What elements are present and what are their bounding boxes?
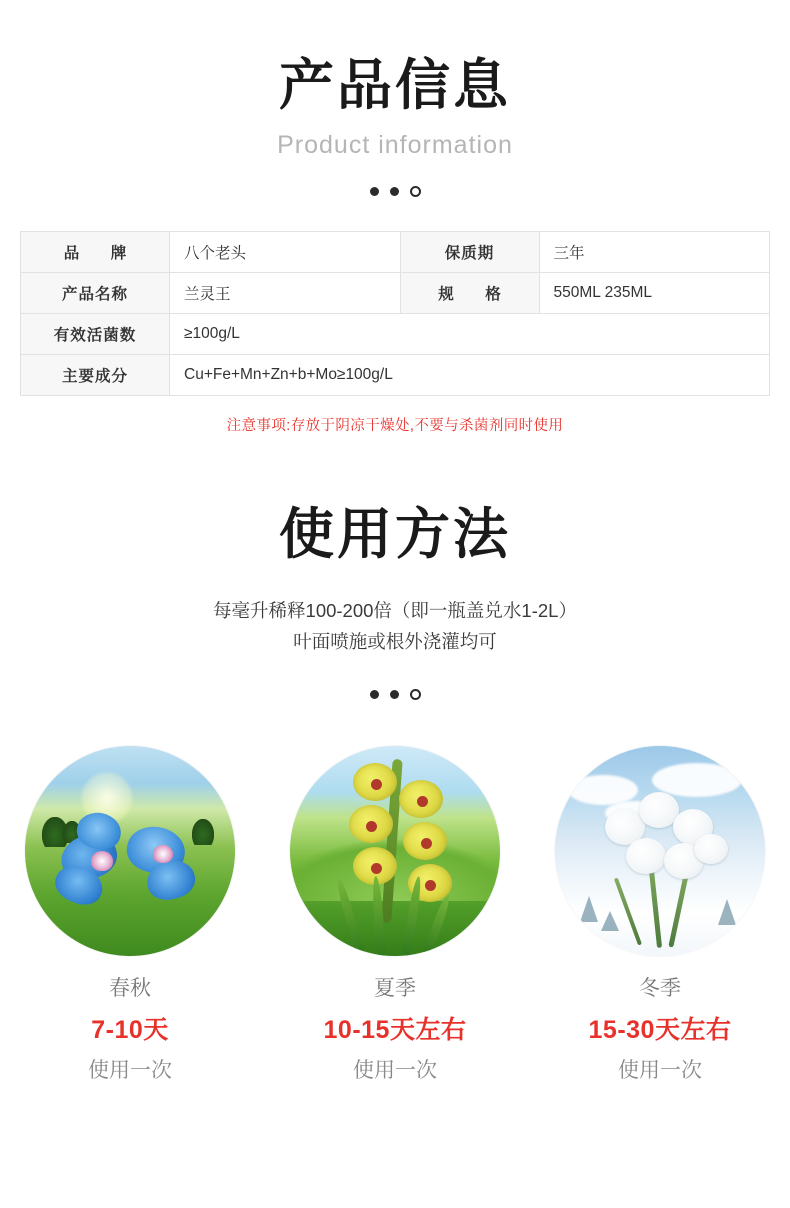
season-frequency: 使用一次 bbox=[618, 1059, 702, 1083]
season-name: 春秋 bbox=[109, 977, 151, 1001]
dots-divider-top bbox=[0, 186, 790, 197]
cell-label-product-name: 产品名称 bbox=[21, 273, 170, 314]
cell-value-spec: 550ML 235ML bbox=[539, 273, 770, 314]
season-frequency: 使用一次 bbox=[353, 1059, 437, 1083]
dots-divider-bottom bbox=[0, 689, 790, 700]
dot-icon bbox=[370, 690, 379, 699]
dot-hollow-icon bbox=[410, 186, 421, 197]
table-row bbox=[21, 273, 770, 314]
dot-icon bbox=[390, 187, 399, 196]
cell-label-live-bacteria: 有效活菌数 bbox=[21, 314, 170, 355]
season-interval: 7-10天 bbox=[91, 1016, 169, 1045]
dot-icon bbox=[370, 187, 379, 196]
usage-line-2: 叶面喷施或根外浇灌均可 bbox=[293, 630, 497, 652]
cell-label-spec: 规 格 bbox=[400, 273, 539, 314]
product-information-section bbox=[0, 0, 790, 435]
usage-instructions bbox=[0, 596, 790, 657]
season-card-summer bbox=[278, 746, 513, 1084]
season-interval: 10-15天左右 bbox=[323, 1016, 467, 1045]
season-name: 夏季 bbox=[374, 977, 416, 1001]
cell-value-product-name: 兰灵王 bbox=[170, 273, 401, 314]
cell-label-brand: 品 牌 bbox=[21, 232, 170, 273]
cell-label-shelf-life: 保质期 bbox=[400, 232, 539, 273]
table-row bbox=[21, 232, 770, 273]
cell-label-main-ingredients: 主要成分 bbox=[21, 355, 170, 396]
cell-value-main-ingredients: Cu+Fe+Mn+Zn+b+Mo≥100g/L bbox=[170, 355, 770, 396]
table-row bbox=[21, 314, 770, 355]
page-title: 产品信息 bbox=[278, 54, 511, 116]
season-frequency: 使用一次 bbox=[88, 1059, 172, 1083]
white-orchid-snow-photo bbox=[555, 746, 765, 956]
blue-orchid-field-photo bbox=[25, 746, 235, 956]
table-row bbox=[21, 355, 770, 396]
cell-value-live-bacteria: ≥100g/L bbox=[170, 314, 770, 355]
yellow-orchid-field-photo bbox=[290, 746, 500, 956]
dot-hollow-icon bbox=[410, 689, 421, 700]
page-subtitle: Product information bbox=[277, 131, 513, 159]
product-info-table bbox=[20, 231, 770, 396]
usage-method-section bbox=[0, 435, 790, 1084]
cell-value-shelf-life: 三年 bbox=[539, 232, 770, 273]
notice-text: 注意事项:存放于阴凉干燥处,不要与杀菌剂同时使用 bbox=[226, 418, 564, 434]
season-card-spring-autumn bbox=[13, 746, 248, 1084]
cell-value-brand: 八个老头 bbox=[170, 232, 401, 273]
usage-title: 使用方法 bbox=[278, 503, 511, 565]
season-interval: 15-30天左右 bbox=[588, 1016, 732, 1045]
usage-line-1: 每毫升稀释100-200倍（即一瓶盖兑水1-2L） bbox=[213, 600, 577, 621]
season-cards bbox=[0, 746, 790, 1084]
dot-icon bbox=[390, 690, 399, 699]
season-card-winter bbox=[543, 746, 778, 1084]
product-info-table-wrapper bbox=[20, 231, 770, 396]
season-name: 冬季 bbox=[639, 977, 681, 1001]
